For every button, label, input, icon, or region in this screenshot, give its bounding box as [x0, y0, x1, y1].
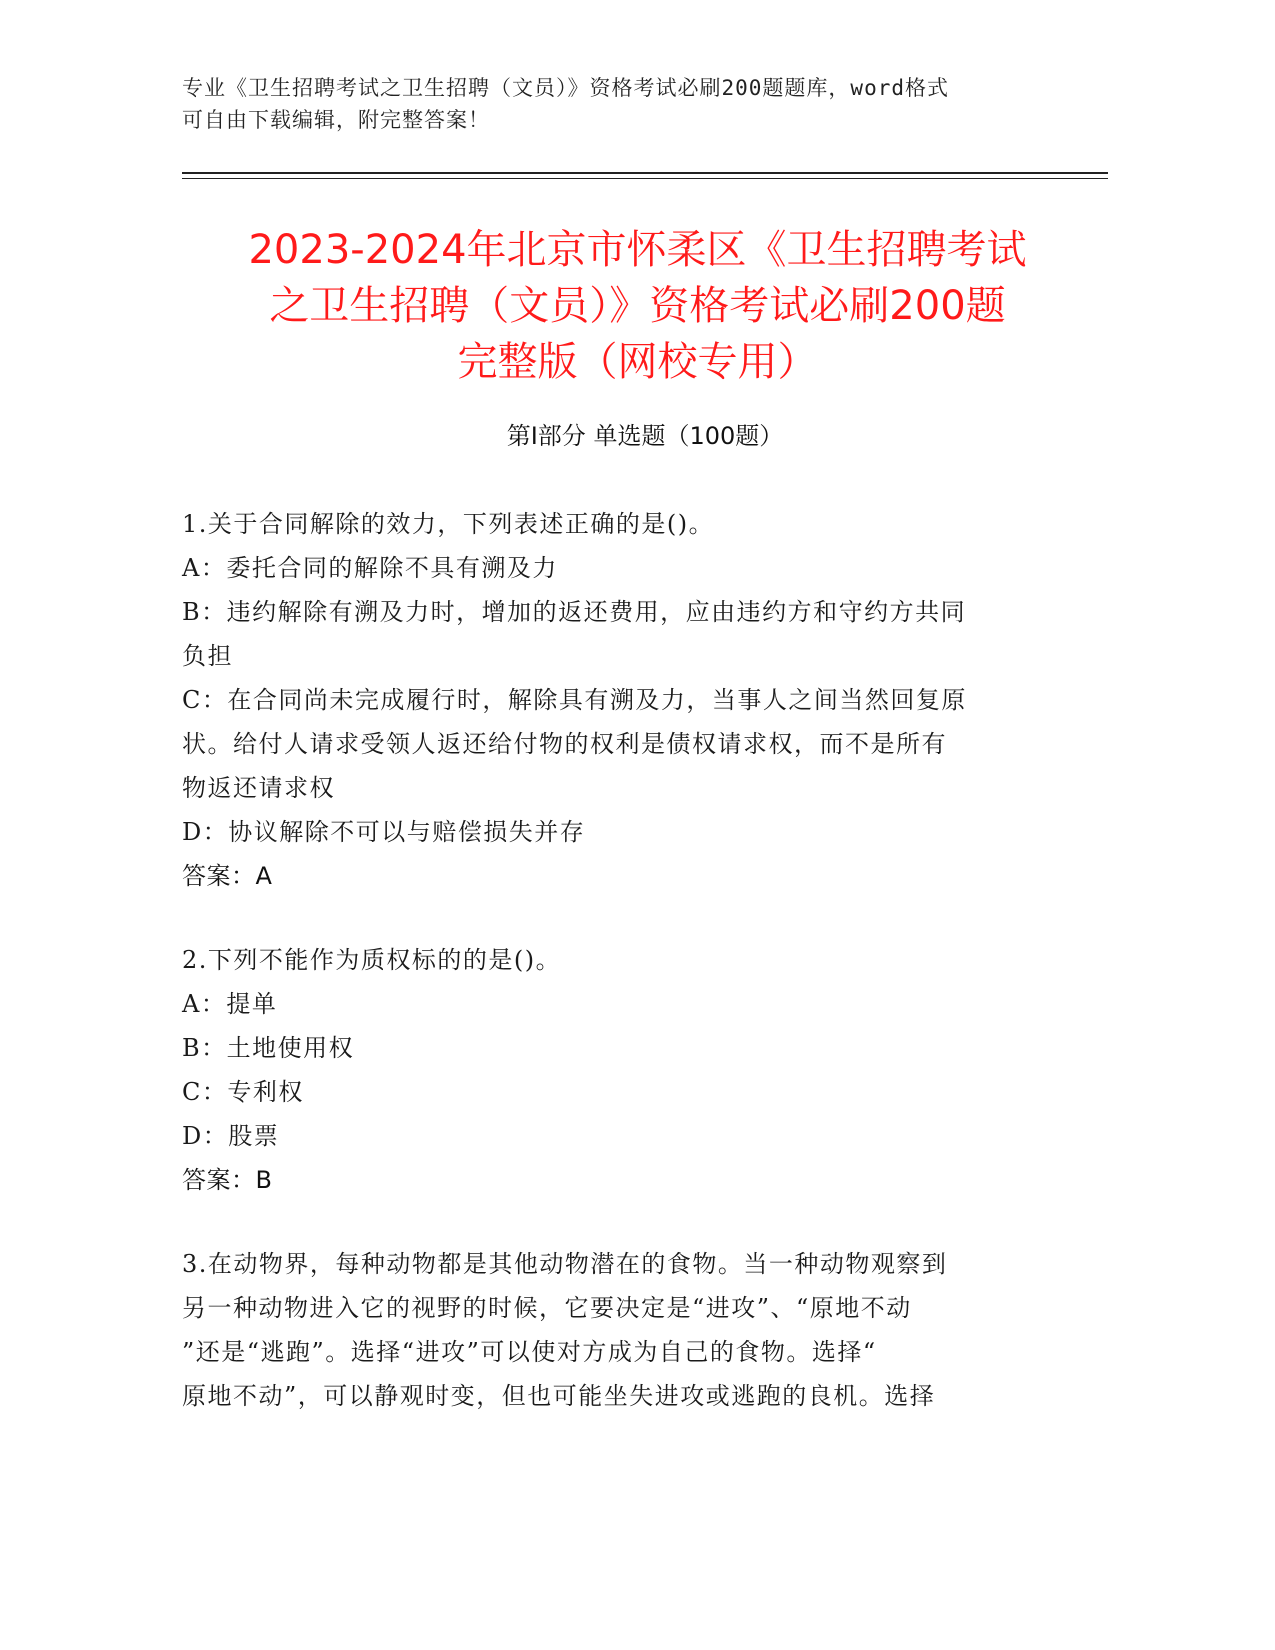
answer-label: 答案：B — [182, 1166, 273, 1194]
question-stem: 2.下列不能作为质权标的的是()。 — [182, 946, 562, 974]
option-d: D：股票 — [182, 1122, 280, 1150]
document-title — [150, 222, 1125, 390]
option-c: C：专利权 — [182, 1078, 304, 1106]
header-note-line: 专业《卫生招聘考试之卫生招聘（文员）》资格考试必刷200题题库，word格式 — [182, 76, 949, 100]
header-note — [182, 72, 1062, 136]
title-line: 完整版（网校专用） — [457, 339, 818, 385]
question-stem: 3.在动物界，每种动物都是其他动物潜在的食物。当一种动物观察到 — [182, 1250, 948, 1278]
option-c: C：在合同尚未完成履行时，解除具有溯及力，当事人之间当然回复原 — [182, 686, 967, 714]
option-c-continued: 状。给付人请求受领人返还给付物的权利是债权请求权，而不是所有 — [182, 730, 947, 758]
option-a: A：提单 — [182, 990, 278, 1018]
question-block — [182, 502, 1052, 898]
question-block — [182, 938, 1052, 1202]
title-line: 之卫生招聘（文员）》资格考试必刷200题 — [269, 283, 1006, 329]
option-d: D：协议解除不可以与赔偿损失并存 — [182, 818, 586, 846]
option-a: A：委托合同的解除不具有溯及力 — [182, 554, 558, 582]
title-line: 2023-2024年北京市怀柔区《卫生招聘考试 — [248, 227, 1027, 273]
question-block — [182, 1242, 1052, 1418]
option-b: B：违约解除有溯及力时，增加的返还费用，应由违约方和守约方共同 — [182, 598, 967, 626]
question-stem: 1.关于合同解除的效力，下列表述正确的是()。 — [182, 510, 715, 538]
header-divider-thin — [182, 178, 1108, 179]
option-b-continued: 负担 — [182, 642, 233, 670]
question-stem-continued: ”还是“逃跑”。选择“进攻”可以使对方成为自己的食物。选择“ — [182, 1338, 877, 1366]
question-stem-continued: 另一种动物进入它的视野的时候，它要决定是“进攻”、“原地不动 — [182, 1294, 912, 1322]
option-c-continued: 物返还请求权 — [182, 774, 335, 802]
option-b: B：土地使用权 — [182, 1034, 355, 1062]
answer-label: 答案：A — [182, 862, 273, 890]
header-note-line: 可自由下载编辑，附完整答案！ — [182, 108, 490, 132]
header-divider — [182, 172, 1108, 174]
section-title: 第Ⅰ部分 单选题（100题） — [506, 422, 784, 450]
question-stem-continued: 原地不动”，可以静观时变，但也可能坐失进攻或逃跑的良机。选择 — [182, 1382, 936, 1410]
